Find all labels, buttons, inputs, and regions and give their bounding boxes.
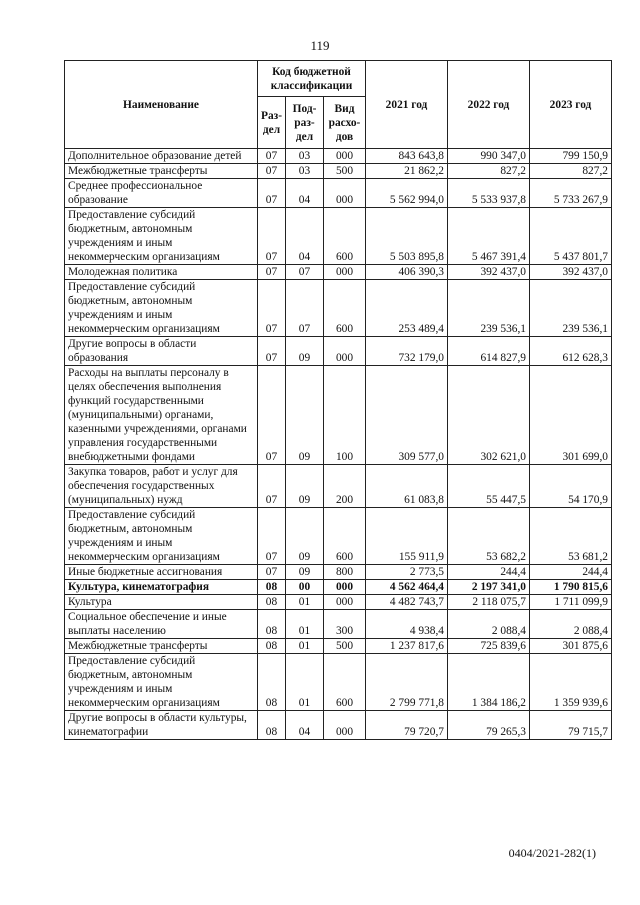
row-podrazdel: 01 — [286, 654, 324, 711]
header-2022: 2022 год — [448, 61, 530, 149]
row-razdel: 07 — [258, 164, 286, 179]
row-value-2021: 5 503 895,8 — [366, 208, 448, 265]
table-row — [65, 465, 612, 508]
row-value-2021: 61 083,8 — [366, 465, 448, 508]
header-code-group: Код бюджетной классификации — [258, 61, 366, 97]
row-name: Среднее профессиональное образование — [65, 179, 258, 208]
row-podrazdel: 03 — [286, 149, 324, 164]
row-razdel: 07 — [258, 366, 286, 465]
row-value-2023: 5 437 801,7 — [530, 208, 612, 265]
row-value-2022: 1 384 186,2 — [448, 654, 530, 711]
row-podrazdel: 03 — [286, 164, 324, 179]
row-name: Молодежная политика — [65, 265, 258, 280]
row-podrazdel: 01 — [286, 639, 324, 654]
row-name: Межбюджетные трансферты — [65, 639, 258, 654]
row-vid: 000 — [324, 149, 366, 164]
row-vid: 300 — [324, 610, 366, 639]
header-name: Наименование — [65, 61, 258, 149]
row-value-2021: 1 237 817,6 — [366, 639, 448, 654]
table-row — [65, 280, 612, 337]
row-value-2022: 5 467 391,4 — [448, 208, 530, 265]
row-podrazdel: 09 — [286, 465, 324, 508]
row-vid: 000 — [324, 179, 366, 208]
row-value-2022: 79 265,3 — [448, 711, 530, 740]
row-value-2021: 4 562 464,4 — [366, 580, 448, 595]
table-row — [65, 337, 612, 366]
row-vid: 000 — [324, 337, 366, 366]
row-vid: 600 — [324, 208, 366, 265]
header-2023: 2023 год — [530, 61, 612, 149]
row-value-2021: 253 489,4 — [366, 280, 448, 337]
row-razdel: 07 — [258, 337, 286, 366]
table-row — [65, 711, 612, 740]
table-row — [65, 610, 612, 639]
row-value-2022: 2 088,4 — [448, 610, 530, 639]
row-value-2021: 732 179,0 — [366, 337, 448, 366]
row-vid: 800 — [324, 565, 366, 580]
row-name: Закупка товаров, работ и услуг для обеспечения государственных (муниципальных) нужд — [65, 465, 258, 508]
row-value-2021: 309 577,0 — [366, 366, 448, 465]
row-value-2023: 244,4 — [530, 565, 612, 580]
row-value-2021: 406 390,3 — [366, 265, 448, 280]
row-value-2022: 239 536,1 — [448, 280, 530, 337]
header-vid: Вид расхо- дов — [324, 97, 366, 149]
row-name: Межбюджетные трансферты — [65, 164, 258, 179]
row-vid: 600 — [324, 508, 366, 565]
page-number: 119 — [310, 38, 330, 53]
row-value-2023: 799 150,9 — [530, 149, 612, 164]
row-value-2023: 301 875,6 — [530, 639, 612, 654]
row-podrazdel: 01 — [286, 610, 324, 639]
table-row — [65, 179, 612, 208]
row-name: Предоставление субсидий бюджетным, автономным учреждениям и иным некоммерческим организациям — [65, 508, 258, 565]
row-value-2022: 990 347,0 — [448, 149, 530, 164]
header-podrazdel: Под- раз- дел — [286, 97, 324, 149]
row-razdel: 07 — [258, 149, 286, 164]
row-name: Другие вопросы в области культуры, кинематографии — [65, 711, 258, 740]
table-row — [65, 149, 612, 164]
row-razdel: 08 — [258, 639, 286, 654]
row-name: Культура — [65, 595, 258, 610]
row-name: Дополнительное образование детей — [65, 149, 258, 164]
table-row — [65, 508, 612, 565]
table-row — [65, 639, 612, 654]
table-row — [65, 265, 612, 280]
row-value-2023: 79 715,7 — [530, 711, 612, 740]
row-podrazdel: 09 — [286, 565, 324, 580]
row-value-2022: 5 533 937,8 — [448, 179, 530, 208]
document-code: 0404/2021-282(1) — [508, 846, 596, 860]
row-podrazdel: 09 — [286, 337, 324, 366]
row-value-2021: 155 911,9 — [366, 508, 448, 565]
row-vid: 000 — [324, 580, 366, 595]
row-name: Культура, кинематография — [65, 580, 258, 595]
row-value-2022: 2 118 075,7 — [448, 595, 530, 610]
row-podrazdel: 00 — [286, 580, 324, 595]
row-razdel: 07 — [258, 208, 286, 265]
row-vid: 100 — [324, 366, 366, 465]
table-row — [65, 565, 612, 580]
table-row — [65, 164, 612, 179]
row-name: Социальное обеспечение и иные выплаты населению — [65, 610, 258, 639]
table-row — [65, 580, 612, 595]
row-value-2022: 55 447,5 — [448, 465, 530, 508]
row-value-2023: 827,2 — [530, 164, 612, 179]
row-value-2022: 53 682,2 — [448, 508, 530, 565]
row-value-2022: 2 197 341,0 — [448, 580, 530, 595]
row-podrazdel: 07 — [286, 280, 324, 337]
row-razdel: 07 — [258, 265, 286, 280]
row-value-2023: 392 437,0 — [530, 265, 612, 280]
budget-table — [64, 60, 612, 740]
row-razdel: 07 — [258, 565, 286, 580]
table-row — [65, 595, 612, 610]
row-podrazdel: 04 — [286, 179, 324, 208]
row-podrazdel: 09 — [286, 508, 324, 565]
row-value-2023: 1 711 099,9 — [530, 595, 612, 610]
row-value-2023: 1 790 815,6 — [530, 580, 612, 595]
row-vid: 000 — [324, 595, 366, 610]
row-name: Иные бюджетные ассигнования — [65, 565, 258, 580]
row-name: Предоставление субсидий бюджетным, автономным учреждениям и иным некоммерческим организациям — [65, 208, 258, 265]
row-name: Предоставление субсидий бюджетным, автономным учреждениям и иным некоммерческим организациям — [65, 280, 258, 337]
row-value-2021: 4 938,4 — [366, 610, 448, 639]
row-value-2023: 2 088,4 — [530, 610, 612, 639]
row-podrazdel: 01 — [286, 595, 324, 610]
row-vid: 200 — [324, 465, 366, 508]
row-name: Другие вопросы в области образования — [65, 337, 258, 366]
row-value-2021: 4 482 743,7 — [366, 595, 448, 610]
row-value-2022: 302 621,0 — [448, 366, 530, 465]
row-razdel: 07 — [258, 179, 286, 208]
row-value-2021: 21 862,2 — [366, 164, 448, 179]
row-value-2021: 843 643,8 — [366, 149, 448, 164]
row-value-2023: 1 359 939,6 — [530, 654, 612, 711]
row-name: Расходы на выплаты персоналу в целях обеспечения выполнения функций государственными (муниципальными) органами, казенными учреждениями, органами управления государственными внебюджетными фондами — [65, 366, 258, 465]
row-razdel: 08 — [258, 580, 286, 595]
row-vid: 000 — [324, 711, 366, 740]
row-podrazdel: 04 — [286, 208, 324, 265]
row-name: Предоставление субсидий бюджетным, автономным учреждениям и иным некоммерческим организациям — [65, 654, 258, 711]
row-vid: 600 — [324, 654, 366, 711]
row-vid: 500 — [324, 639, 366, 654]
row-value-2023: 239 536,1 — [530, 280, 612, 337]
row-value-2022: 827,2 — [448, 164, 530, 179]
row-razdel: 07 — [258, 465, 286, 508]
row-value-2021: 2 773,5 — [366, 565, 448, 580]
row-razdel: 07 — [258, 280, 286, 337]
row-razdel: 08 — [258, 654, 286, 711]
row-value-2021: 5 562 994,0 — [366, 179, 448, 208]
row-value-2023: 54 170,9 — [530, 465, 612, 508]
row-vid: 600 — [324, 280, 366, 337]
row-razdel: 07 — [258, 508, 286, 565]
row-razdel: 08 — [258, 711, 286, 740]
table-body — [65, 149, 612, 740]
row-razdel: 08 — [258, 595, 286, 610]
row-podrazdel: 07 — [286, 265, 324, 280]
row-podrazdel: 09 — [286, 366, 324, 465]
row-podrazdel: 04 — [286, 711, 324, 740]
row-value-2022: 392 437,0 — [448, 265, 530, 280]
row-vid: 000 — [324, 265, 366, 280]
header-2021: 2021 год — [366, 61, 448, 149]
table-row — [65, 208, 612, 265]
row-value-2023: 612 628,3 — [530, 337, 612, 366]
table-row — [65, 366, 612, 465]
row-value-2023: 53 681,2 — [530, 508, 612, 565]
row-razdel: 08 — [258, 610, 286, 639]
row-value-2022: 614 827,9 — [448, 337, 530, 366]
row-value-2023: 301 699,0 — [530, 366, 612, 465]
table-row — [65, 654, 612, 711]
row-vid: 500 — [324, 164, 366, 179]
row-value-2023: 5 733 267,9 — [530, 179, 612, 208]
header-razdel: Раз- дел — [258, 97, 286, 149]
row-value-2022: 244,4 — [448, 565, 530, 580]
row-value-2021: 79 720,7 — [366, 711, 448, 740]
row-value-2022: 725 839,6 — [448, 639, 530, 654]
row-value-2021: 2 799 771,8 — [366, 654, 448, 711]
